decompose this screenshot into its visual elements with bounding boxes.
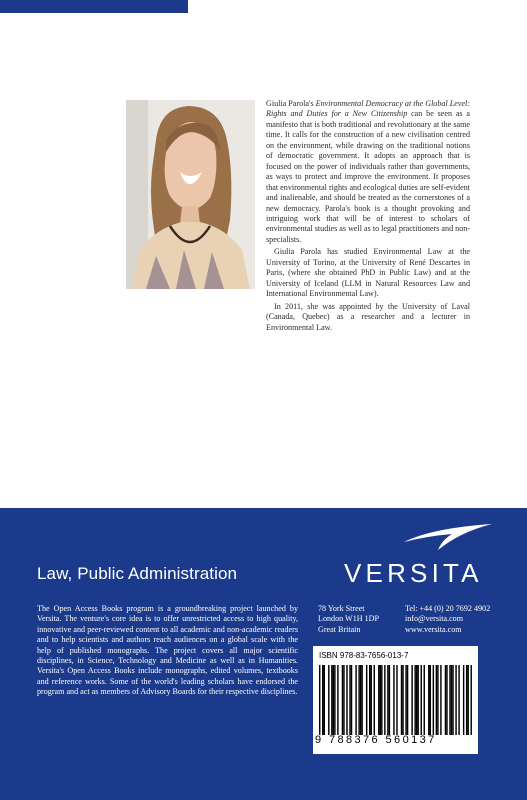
publisher-panel [0, 508, 527, 800]
publisher-contacts [405, 604, 490, 635]
phone-text: Tel: +44 (0) 20 7692 4902 [405, 604, 491, 613]
address-line: 78 York Street [318, 604, 365, 613]
top-accent-bar [0, 0, 188, 13]
bio-paragraph-book: Giulia Parola's Environmental Democracy at the Global Level: Rights and Duties for a New Citizenship can be seen as a manifesto that is both traditional and revolutionary at the same time. It calls for the construction of a new civilisation centred on the environment, while drawing on the traditional notions of democratic government. It adopts an approach that is focused on the power of individuals rather than governments, as ways to protect and improve the environment. It proposes that environmental rights and ecological duties are self-evident and inalienable, and should be treated as the cornerstones of a new democracy. Parola's book is a thought provoking and intriguing work that will be of interest to scholars of environmental studies as well as to legal practitioners and non-specialists. [266, 99, 470, 244]
barcode-digits: 9 788376 560137 [315, 734, 437, 746]
email-text: info@versita.com [405, 614, 464, 624]
bird-wing-logo-icon [402, 522, 494, 552]
barcode-block [313, 646, 478, 754]
bio-paragraph-appointment: In 2011, she was appointed by the University of Laval (Canada, Quebec) as a researcher and a lecturer in Environmental Law. [266, 301, 470, 332]
program-description: The Open Access Books program is a groundbreaking project launched by Versita. The venture's core idea is to offer unrestricted access to high quality, innovative and peer-reviewed content to all academic and non-academic readers and to help scientists and authors reach audiences on a global scale with the help of published monographs. The project covers all major scientific disciplines, in Science, Technology and Medicine as well as in Humanities. Versita's Open Access Books include monographs, edited volumes, textbooks and reference works. Some of the world's leading scholars have endorsed the program and act as members of Advisory Boards for their respective disciplines. [37, 604, 298, 697]
series-title: Law, Public Administration [37, 564, 238, 583]
website-text: www.versita.com [405, 624, 462, 634]
author-bio [266, 99, 470, 333]
isbn-label: ISBN 978-83-7656-013-7 [319, 651, 409, 660]
versita-logo [344, 522, 494, 588]
barcode-image [319, 665, 472, 735]
book-title: Environmental Democracy at the Global Level: Rights and Duties for a New Citizenship [266, 99, 470, 119]
bio-paragraph-education: Giulia Parola has studied Environmental Law at the University of Torino, at the University of René Descartes in Paris, (where she obtained PhD in Public Law) and at the University of Iceland (LLM in Natural Resources Law and International Environmental Law). [266, 247, 470, 299]
publisher-address [318, 604, 379, 635]
address-line: London W1H 1DP [318, 614, 380, 624]
address-line: Great Britain [318, 624, 361, 634]
logo-wordmark: VERSITA [344, 558, 483, 588]
author-photo [126, 100, 255, 289]
